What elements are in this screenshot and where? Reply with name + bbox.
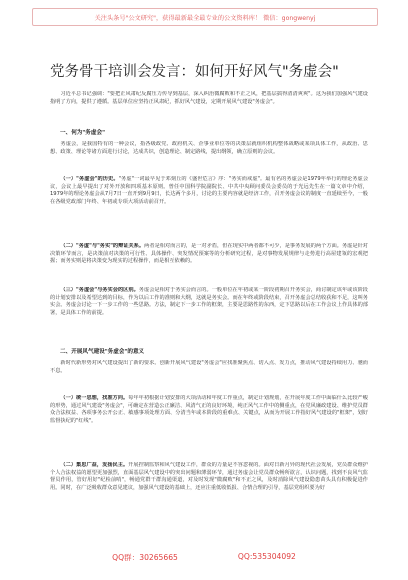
promo-banner[interactable] [32,8,378,26]
paragraph-lead: （二）集思广益，发扬民主。 [60,462,129,468]
document-title: 党务骨干培训会发言：如何开好风气"务虚会" [50,64,339,80]
paragraph [50,243,368,282]
promo-banner-text: 关注头条号"公文研究"，获得最新最全最专业的公文资料库！ 微信：gongwenyj [94,14,316,22]
section-heading-2: 二、开展风气建设"务虚会"的意义 [60,349,145,355]
qq-group-number: QQ群：30265665 [112,553,178,562]
intro-paragraph: 习近平总书记强调："要把正风肃纪反腐压力传导到基层，深入纠治微腐败和不正之风，把基层搞得清清爽爽"。这为我们加强风气建设指明了方向，提供了遵循。基层单位应坚持正风肃纪，抓好风气建设，定期开展风气建设"务虚会"。 [50,91,368,105]
paragraph-body: 两者是相对而言的，是一对矛盾，但在现实中两者都不可少，是事务发展的两个方面。务虚是针对决策环节而言，是决策前对决策的可行性、具体操作、突发情况预案等的分析研究过程，是对事物发展规律与走势进行高屋建瓴的宏观把握；而务实则是将决策变为现实的过程操作，而是相互依赖的。 [50,243,368,265]
paragraph-lead: （二）"务虚"与"务实"的辩证关系。 [60,243,145,249]
paragraph-lead: （一）统一思想，找准方向。 [60,395,129,401]
paragraph-body: 务虚会是相对于务实会而言的。一般单位在年初或某一阶段初期召开务实会，商讨制定该年或该阶段的计划安排以及希望达到的目标，作为以后工作的准则和大纲，这就是务实会。而在年终或阶段结束，召开务虚会总结收获和不足，这叫务实会。务虚会讨论一下一步工作的一些思路。方法，制定下一步工作的框架，主要是思路性的东西，定下思路以后在工作会议上作具体的部署，是具体工作的前提。 [50,287,368,316]
paragraph: 新时代新形势对风气建设提出了新的要求。创新开展风气建设"务虚会"应找准聚焦点、切入点、发力点，推动风气建设持续用力、驰而不息。 [50,360,368,374]
paragraph-lead: （三）"务虚会"与务实会的区别。 [60,287,139,293]
footer-contact [0,552,408,566]
paragraph [50,462,368,539]
qq-number: QQ:535304092 [237,552,296,561]
section-heading-1: 一、何为"务虚会" [60,130,105,136]
paragraph-body: 开展控制监察和风气建设工作，群众的力量是不容忽视的。面对日新月异的现代社会发展，党员群众维护个人合法权益的愿望更加强烈，直面基层风气建设中的突出问题和薄弱环节，通过务虚会让党员群众畅所欲言，认识问题，找到不良风气监督员作用，管好用好"纪检前哨"，畅通党群干群沟通渠道，对及时发现"微腐败"和不正之风，及时消除风气建设隐患苗头具有积极促进作用。同时，在广泛吸收群众意见建议，加强风气建设的基础上，还应注重低收低报、合情合理的引导，基层党组织要为好 [50,462,368,491]
paragraph: 务虚会，是我国特有的一种会议，指各级政党、政府机关、企事业单位等的决策层就组织机构整体战略或某项具体工作，从政治、思想、政策、理论等诸方面进行讨论，达成共识，创造理论、制定路线，提出纲领，确立原则的会议。 [50,141,368,155]
paragraph [50,395,368,457]
paragraph-body: 每年年初根据计划安排的大项活动和年度工作重点，制定计划规划，在开展年度工作中面临什么比较严峻的形势，通过风气建设"务虚会"，可确定在营造公正廉洁、风清气正的良好环境，纯正风气工作中的侧重点，在党风廉政建设、维护党员群众合法权益、各项事务公开公正、敏感事项处理方面、分清当年或本阶段的重难点、关键点，从而为开展工作指好风气建设的"框架"，划好监督执纪的"红线"。 [50,395,368,424]
paragraph [50,176,368,238]
paragraph [50,287,368,341]
paragraph-body: "务虚"一词最早见于邓刻丘的《盛世危言》序："务实而戒虚"。最有名的务虚会是1979年举行的理论务虚会议，会议上最早提出了对外开放和四项基本原则。曾任中国科学院副院长、中共中央顾问委员会委员的于光远先生在一篇文章中介绍，1979年的理论务虚会从7月7日一直开到9月9日，长达两个多月，讨论的主要内容就是经济工作，召开务虚会议的制度一直延续至今，一般在各级党政部门年终、年初或专项大项活动前召开。 [50,176,368,205]
paragraph-lead: （一）"务虚会"的历史。 [60,176,119,182]
